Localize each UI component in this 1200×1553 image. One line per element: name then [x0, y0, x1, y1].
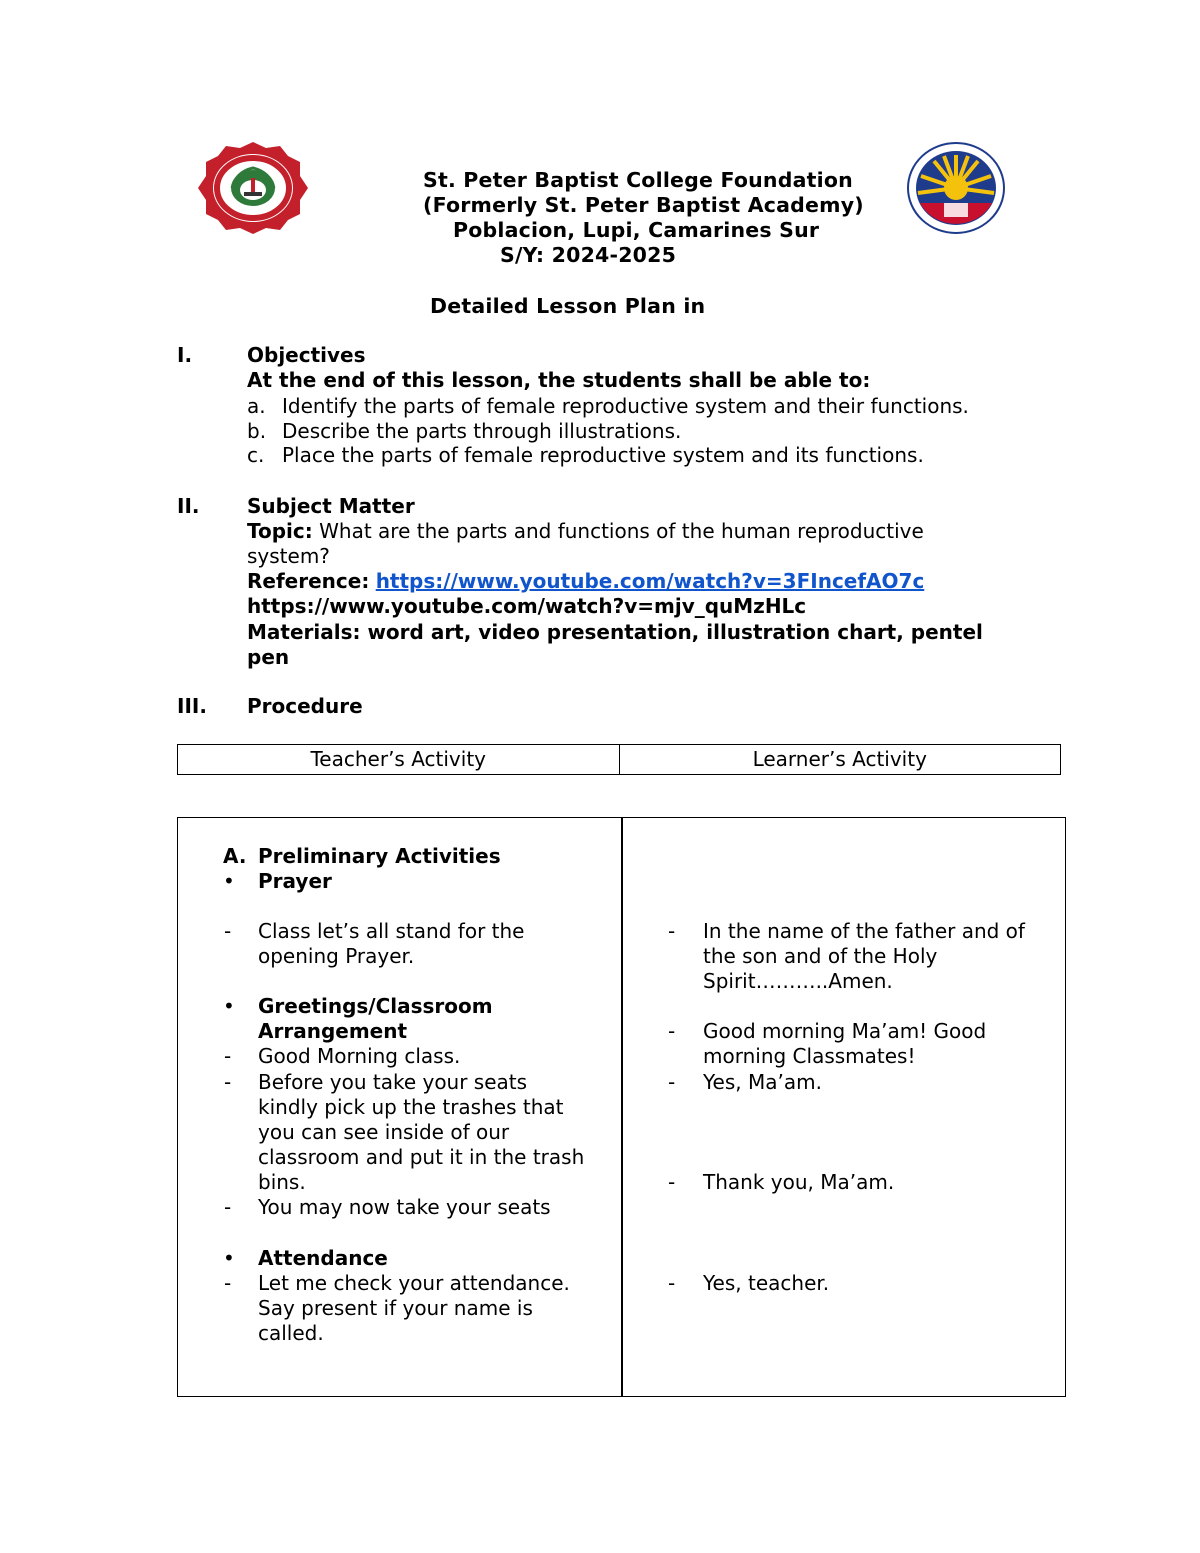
column-divider: [621, 817, 623, 1397]
topic-line: [247, 519, 924, 544]
teacher-line: You may now take your seats: [258, 1195, 551, 1219]
materials-line-continued: pen: [247, 645, 290, 669]
objective-item: Place the parts of female reproductive system and its functions.: [282, 443, 924, 467]
learner-line: Spirit………..Amen.: [703, 969, 893, 993]
learner-line: morning Classmates!: [703, 1044, 916, 1068]
procedure-heading: Procedure: [247, 694, 363, 718]
reference-label: Reference:: [247, 569, 370, 593]
school-year: S/Y: 2024-2025: [500, 243, 677, 267]
dash-mark: -: [224, 1044, 232, 1068]
teacher-line: Say present if your name is: [258, 1296, 533, 1320]
lesson-plan-title: Detailed Lesson Plan in: [430, 294, 706, 318]
bullet-mark: •: [223, 869, 235, 893]
teacher-line: Good Morning class.: [258, 1044, 461, 1068]
dash-mark: -: [224, 1271, 232, 1295]
bullet-mark: •: [223, 994, 235, 1018]
learner-line: Thank you, Ma’am.: [703, 1170, 895, 1194]
dash-mark: -: [224, 1070, 232, 1094]
section-title: Preliminary Activities: [258, 844, 501, 868]
learner-line: Yes, Ma’am.: [703, 1070, 822, 1094]
objective-item: Describe the parts through illustrations.: [282, 419, 682, 443]
dash-mark: -: [224, 919, 232, 943]
objective-letter: c.: [247, 443, 265, 467]
topic-text-continued: system?: [247, 544, 330, 568]
address: Poblacion, Lupi, Camarines Sur: [453, 218, 820, 242]
teacher-line: kindly pick up the trashes that: [258, 1095, 564, 1119]
school-seal: [196, 140, 310, 236]
teacher-line: opening Prayer.: [258, 944, 415, 968]
objectives-heading: Objectives: [247, 343, 366, 367]
greetings-heading: Greetings/Classroom: [258, 994, 493, 1018]
reference-link[interactable]: https://www.youtube.com/watch?v=3FIncefAO7c: [375, 569, 925, 593]
dash-mark: -: [668, 1271, 676, 1295]
subject-heading: Subject Matter: [247, 494, 415, 518]
learner-line: Yes, teacher.: [703, 1271, 830, 1295]
topic-text: What are the parts and functions of the human reproductive: [319, 519, 924, 543]
objectives-numeral: I.: [177, 343, 193, 367]
attendance-heading: Attendance: [258, 1246, 388, 1270]
teacher-line: you can see inside of our: [258, 1120, 510, 1144]
ched-seal: [906, 141, 1006, 235]
teacher-line: called.: [258, 1321, 324, 1345]
bullet-mark: •: [223, 1246, 235, 1270]
prayer-heading: Prayer: [258, 869, 332, 893]
dash-mark: -: [668, 1019, 676, 1043]
learner-line: Good morning Ma’am! Good: [703, 1019, 987, 1043]
dash-mark: -: [668, 919, 676, 943]
dash-mark: -: [668, 1170, 676, 1194]
teacher-line: Before you take your seats: [258, 1070, 528, 1094]
greetings-heading-continued: Arrangement: [258, 1019, 408, 1043]
objective-letter: b.: [247, 419, 267, 443]
reference-line: [247, 569, 924, 594]
teacher-line: Class let’s all stand for the: [258, 919, 525, 943]
objectives-intro: At the end of this lesson, the students shall be able to:: [247, 368, 871, 392]
materials-line: Materials: word art, video presentation, illustration chart, pentel: [247, 620, 983, 644]
teacher-line: classroom and put it in the trash: [258, 1145, 585, 1169]
school-name: St. Peter Baptist College Foundation: [423, 168, 853, 192]
teacher-activity-header: Teacher’s Activity: [178, 745, 620, 775]
objective-item: Identify the parts of female reproductive system and their functions.: [282, 394, 969, 418]
learner-line: the son and of the Holy: [703, 944, 938, 968]
learner-activity-header: Learner’s Activity: [619, 745, 1061, 775]
former-name: (Formerly St. Peter Baptist Academy): [423, 193, 864, 217]
teacher-line: bins.: [258, 1170, 306, 1194]
learner-line: In the name of the father and of: [703, 919, 1025, 943]
teacher-line: Let me check your attendance.: [258, 1271, 570, 1295]
dash-mark: -: [224, 1195, 232, 1219]
procedure-numeral: III.: [177, 694, 207, 718]
reference-second: https://www.youtube.com/watch?v=mjv_quMzHLc: [247, 594, 807, 618]
dash-mark: -: [668, 1070, 676, 1094]
activity-header-table: [177, 744, 1061, 775]
topic-label: Topic:: [247, 519, 313, 543]
objective-letter: a.: [247, 394, 266, 418]
section-letter: A.: [223, 844, 247, 868]
subject-numeral: II.: [177, 494, 200, 518]
